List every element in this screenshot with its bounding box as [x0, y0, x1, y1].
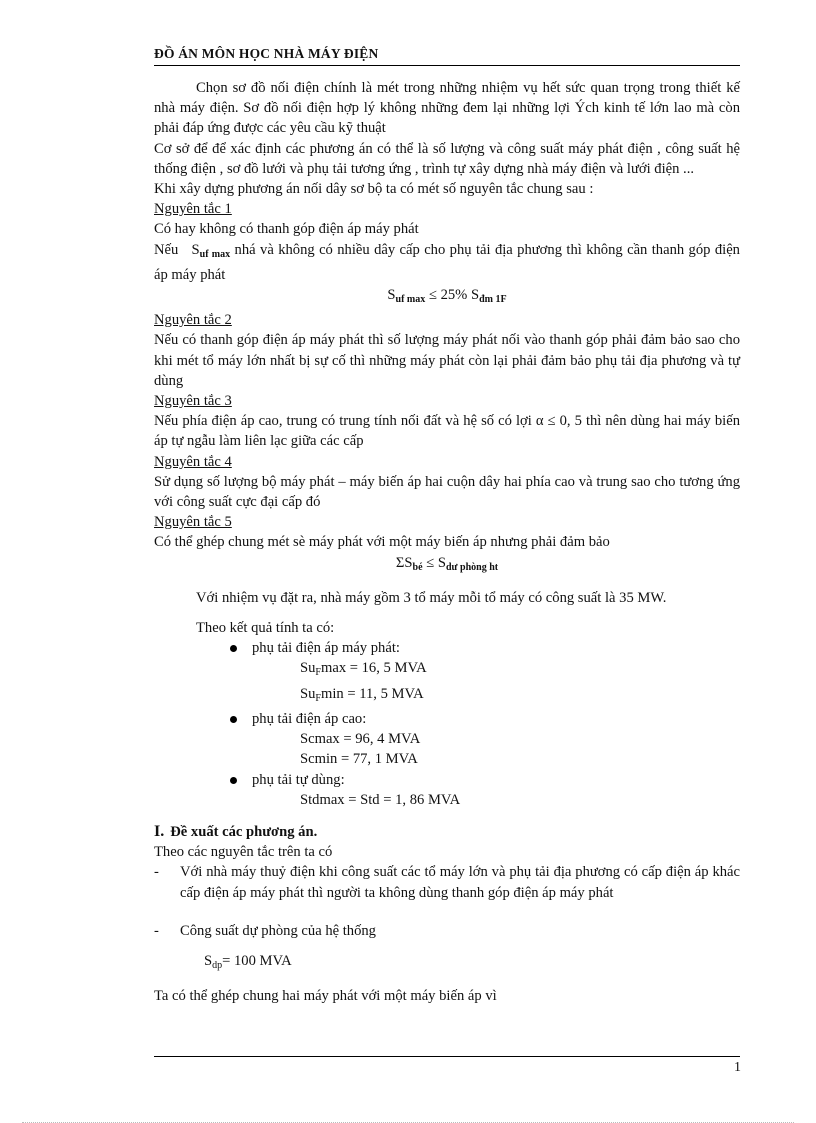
section-number: I. [154, 822, 165, 840]
dash-item-1: - Với nhà máy thuỷ điện khi công suất các tổ máy lớn và phụ tải địa phương có cấp điện áp khác cấp điện áp máy phát thì người ta không dùng thanh góp điện áp máy phát [154, 864, 740, 901]
list-item [154, 709, 740, 729]
bullet-1-value-2: $Su_F\min = 11$, 5 MVA [300, 685, 424, 704]
bullet-3-label: phụ tải tự dùng: [252, 771, 345, 788]
rule-1-title: Nguyên tắc 1 [154, 201, 232, 218]
last-paragraph: Ta có thể ghép chung hai máy phát với một máy biến áp vì [154, 988, 497, 1005]
rule-5-formula [154, 553, 740, 578]
page-number: 1 [734, 1060, 741, 1075]
bullet-2-label: phụ tải điện áp cao: [252, 710, 367, 727]
results-list [154, 638, 740, 810]
intro-paragraph-2: Cơ sở để để xác định các phương án có thể là số lượng và công suất máy phát điện , công suất hệ thống điện , sơ đồ lưới và phụ tải tương ứng , trình tự xây dựng nhà máy điện và lưới điện ... [154, 140, 740, 177]
rule-1-s-symbol: S [191, 241, 200, 258]
rule-3-title: Nguyên tắc 3 [154, 393, 232, 410]
rule-4-title: Nguyên tắc 4 [154, 453, 232, 470]
results-intro: Theo kết quả tính ta có: [196, 620, 335, 637]
bullet-2-value-2: Scmin = 77, 1 MVA [300, 751, 418, 768]
rule-1-formula [154, 285, 740, 310]
footer-divider [154, 1056, 740, 1057]
rule-5-text: Có thể ghép chung mét sè máy phát với một máy biến áp nhưng phải đảm bảo [154, 534, 610, 551]
bullet-icon [230, 645, 237, 652]
rule-1-if: Nếu [154, 241, 179, 258]
section-title: Đề xuất các phương án. [170, 823, 318, 840]
formula-5-sum: ΣS [395, 554, 413, 571]
intro-paragraph-3: Khi xây dựng phương án nối dây sơ bộ ta có mét số nguyên tắc chung sau : [154, 181, 594, 198]
rule-4-text: Sử dụng số lượng bộ máy phát – máy biến áp hai cuộn dây hai phía cao và trung sao cho tương ứng với công suất cực đại cấp đó [154, 473, 740, 511]
bullet-2-value-1: Scmax = 96, 4 MVA [300, 731, 421, 748]
list-item [154, 770, 740, 790]
bullet-icon [230, 777, 237, 784]
rule-1-line-2 [154, 240, 740, 285]
formula-1-sub-1: uf max [395, 294, 426, 306]
formula-1-relation: ≤ 25% S [428, 287, 480, 304]
reserve-capacity-formula: $S_{dp}= 100$ MVA [204, 952, 292, 971]
bullet-3-value-1: Stdmax = Std = 1, 86 MVA [300, 791, 461, 808]
formula-5-sub-2: dư phòng ht [445, 561, 499, 573]
formula-1-s: S [387, 287, 396, 304]
section-heading [154, 822, 740, 842]
intro-paragraph-1: Chọn sơ đồ nối điện chính là mét trong những nhiệm vụ hết sức quan trọng trong thiết kế nhà máy điện. Sơ đồ nối điện hợp lý không những đem lại những lợi Ých kinh tế lớn lao mà còn phải đáp ứng được các yêu cầu kỹ thuật [154, 80, 740, 137]
rule-1-condition: nhá và không có nhiều dây cấp cho phụ tải địa phương thì không cần thanh góp điện áp máy phát [154, 241, 740, 283]
formula-5-sub-1: bé [412, 561, 423, 573]
bullet-1-label: phụ tải điện áp máy phát: [252, 640, 400, 657]
dash-marker: - [154, 864, 159, 881]
dash-item-2: - Công suất dự phòng của hệ thống [154, 921, 740, 941]
page-header: ĐỒ ÁN MÔN HỌC NHÀ MÁY ĐIỆN [154, 46, 740, 66]
formula-1-sub-2: đm 1F [479, 294, 507, 306]
formula-5-relation: ≤ S [426, 554, 446, 571]
dash-marker: - [154, 922, 159, 939]
rule-1-s-subscript: uf max [199, 248, 231, 260]
rule-2-title: Nguyên tắc 2 [154, 312, 232, 329]
rule-2-text: Nếu có thanh góp điện áp máy phát thì số lượng máy phát nối vào thanh góp phải đảm bảo sao cho khi mét tổ máy lớn nhất bị sự cố thì những máy phát còn lại phải đảm bảo phụ tải địa phương và tự dùng [154, 332, 740, 389]
bullet-icon [230, 716, 237, 723]
task-paragraph: Với nhiệm vụ đặt ra, nhà máy gồm 3 tổ máy mỗi tổ máy có công suất là 35 MW. [196, 589, 667, 606]
list-item [154, 638, 740, 658]
section-intro: Theo các nguyên tắc trên ta có [154, 844, 333, 861]
page-content [154, 78, 740, 1006]
rule-5-title: Nguyên tắc 5 [154, 514, 232, 531]
rule-3-text: Nếu phía điện áp cao, trung có trung tính nối đất và hệ số có lợi α ≤ 0, 5 thì nên dùng hai máy biến áp tự ngẫu làm liên lạc giữa các cấp [154, 413, 740, 450]
rule-1-line-1: Có hay không có thanh góp điện áp máy phát [154, 221, 419, 238]
bullet-1-value-1: $Su_F\max = 16$, 5 MVA [300, 660, 427, 679]
